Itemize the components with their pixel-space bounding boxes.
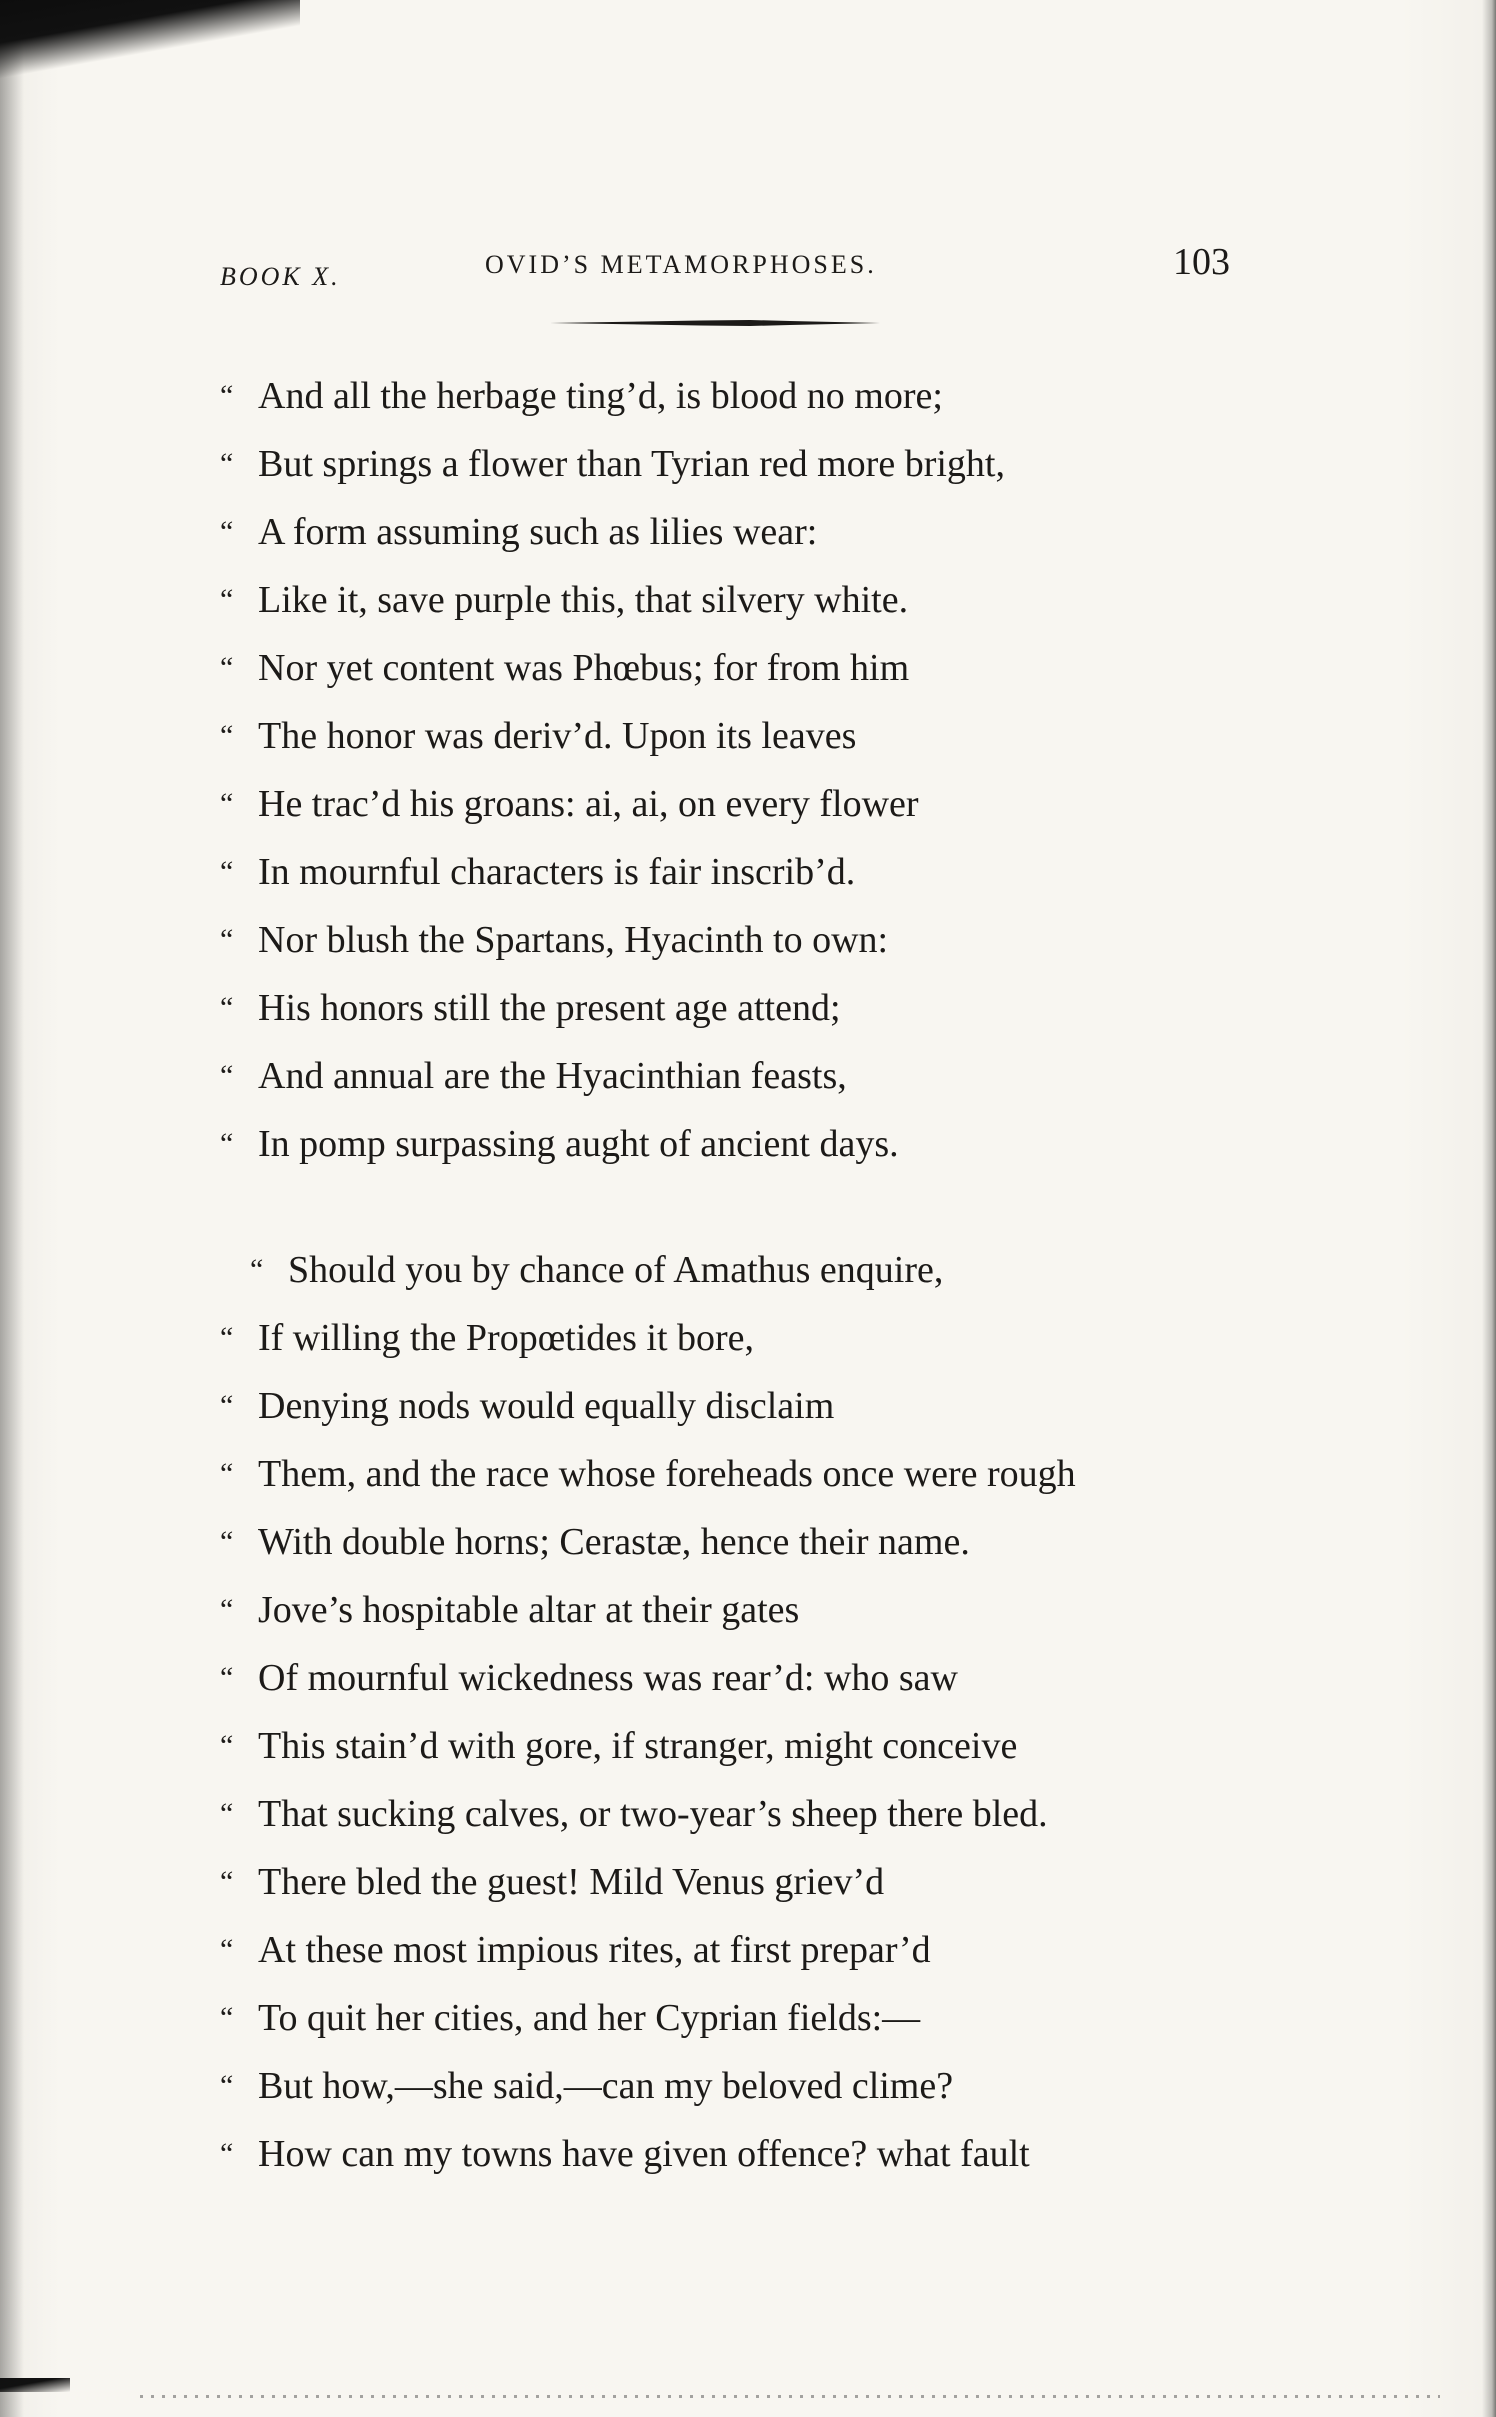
verse-line [220, 1644, 1280, 1712]
quote-mark: “ [220, 1729, 234, 1762]
header-ornament-rule [550, 320, 880, 326]
quote-mark: “ [220, 515, 234, 548]
verse-line [220, 1372, 1280, 1440]
quote-mark: “ [220, 923, 234, 956]
quote-mark: “ [220, 2069, 234, 2102]
verse-text: How can my towns have given offence? what fault [258, 2133, 1030, 2175]
verse-text: With double horns; Cerastæ, hence their name. [258, 1521, 970, 1563]
verse-text: Nor yet content was Phœbus; for from him [258, 647, 910, 689]
verse-text: And annual are the Hyacinthian feasts, [258, 1055, 847, 1097]
verse-line [220, 566, 1280, 634]
quote-mark: “ [220, 1865, 234, 1898]
scan-corner-shadow [0, 0, 300, 90]
quote-mark: “ [220, 1321, 234, 1354]
quote-mark: “ [220, 855, 234, 888]
verse-text: Of mournful wickedness was rear’d: who saw [258, 1657, 958, 1699]
binding-shadow [0, 0, 24, 2417]
verse-line [220, 1780, 1280, 1848]
quote-mark: “ [220, 1059, 234, 1092]
quote-mark: “ [220, 991, 234, 1024]
scan-dust [140, 2395, 1440, 2398]
verse-stanza-1 [220, 362, 1280, 1178]
book-label: BOOK X. [220, 262, 341, 291]
verse-line [220, 1508, 1280, 1576]
verse-line [220, 1236, 1280, 1304]
scan-bottom-mark [0, 2378, 70, 2392]
verse-text: In mournful characters is fair inscrib’d. [258, 851, 856, 893]
quote-mark: “ [220, 1457, 234, 1490]
verse-text: A form assuming such as lilies wear: [258, 511, 818, 553]
verse-line [220, 498, 1280, 566]
verse-text: There bled the guest! Mild Venus griev’d [258, 1861, 885, 1903]
verse-text: To quit her cities, and her Cyprian fields:— [258, 1997, 921, 2039]
verse-line [220, 770, 1280, 838]
quote-mark: “ [220, 447, 234, 480]
verse-text: But springs a flower than Tyrian red more bright, [258, 443, 1005, 485]
quote-mark: “ [220, 2001, 234, 2034]
verse-text: Like it, save purple this, that silvery white. [258, 579, 909, 621]
page-header [200, 240, 1230, 290]
verse-line [220, 838, 1280, 906]
quote-mark: “ [220, 719, 234, 752]
verse-line [220, 1848, 1280, 1916]
verse-text: The honor was deriv’d. Upon its leaves [258, 715, 857, 757]
page-edge-shadow [1482, 0, 1496, 2417]
verse-line [220, 1576, 1280, 1644]
quote-mark: “ [220, 651, 234, 684]
quote-mark: “ [220, 1933, 234, 1966]
quote-mark: “ [220, 1525, 234, 1558]
verse-text: Denying nods would equally disclaim [258, 1385, 835, 1427]
verse-line [220, 1042, 1280, 1110]
verse-line [220, 634, 1280, 702]
verse-line [220, 362, 1280, 430]
verse-text: Nor blush the Spartans, Hyacinth to own: [258, 919, 889, 961]
verse-text: But how,—she said,—can my beloved clime? [258, 2065, 954, 2107]
verse-text: He trac’d his groans: ai, ai, on every flower [258, 783, 919, 825]
quote-mark: “ [220, 1389, 234, 1422]
quote-mark: “ [220, 1661, 234, 1694]
verse-line [220, 2120, 1280, 2188]
verse-line [220, 2052, 1280, 2120]
quote-mark: “ [220, 1127, 234, 1160]
running-title: OVID’S METAMORPHOSES. [485, 250, 877, 279]
verse-text: His honors still the present age attend; [258, 987, 841, 1029]
verse-line [220, 1304, 1280, 1372]
page-number: 103 [1173, 241, 1230, 283]
verse-line [220, 974, 1280, 1042]
quote-mark: “ [220, 1797, 234, 1830]
quote-mark: “ [250, 1253, 264, 1286]
verse-line [220, 1712, 1280, 1780]
verse-line [220, 1916, 1280, 1984]
verse-text: If willing the Propœtides it bore, [258, 1317, 755, 1359]
verse-text: At these most impious rites, at first prepar’d [258, 1929, 931, 1971]
quote-mark: “ [220, 2137, 234, 2170]
quote-mark: “ [220, 583, 234, 616]
verse-text: This stain’d with gore, if stranger, might conceive [258, 1725, 1018, 1767]
verse-text: Jove’s hospitable altar at their gates [258, 1589, 800, 1631]
verse-line [220, 1440, 1280, 1508]
verse-text: Should you by chance of Amathus enquire, [288, 1249, 944, 1291]
quote-mark: “ [220, 379, 234, 412]
quote-mark: “ [220, 1593, 234, 1626]
verse-line [220, 1984, 1280, 2052]
verse-text: In pomp surpassing aught of ancient days. [258, 1123, 899, 1165]
verse-line [220, 702, 1280, 770]
verse-line [220, 430, 1280, 498]
quote-mark: “ [220, 787, 234, 820]
verse-line [220, 1110, 1280, 1178]
verse-text: That sucking calves, or two-year’s sheep there bled. [258, 1793, 1048, 1835]
verse-text: And all the herbage ting’d, is blood no more; [258, 375, 943, 417]
verse-text: Them, and the race whose foreheads once were rough [258, 1453, 1076, 1495]
verse-stanza-2 [220, 1236, 1280, 2188]
verse-line [220, 906, 1280, 974]
